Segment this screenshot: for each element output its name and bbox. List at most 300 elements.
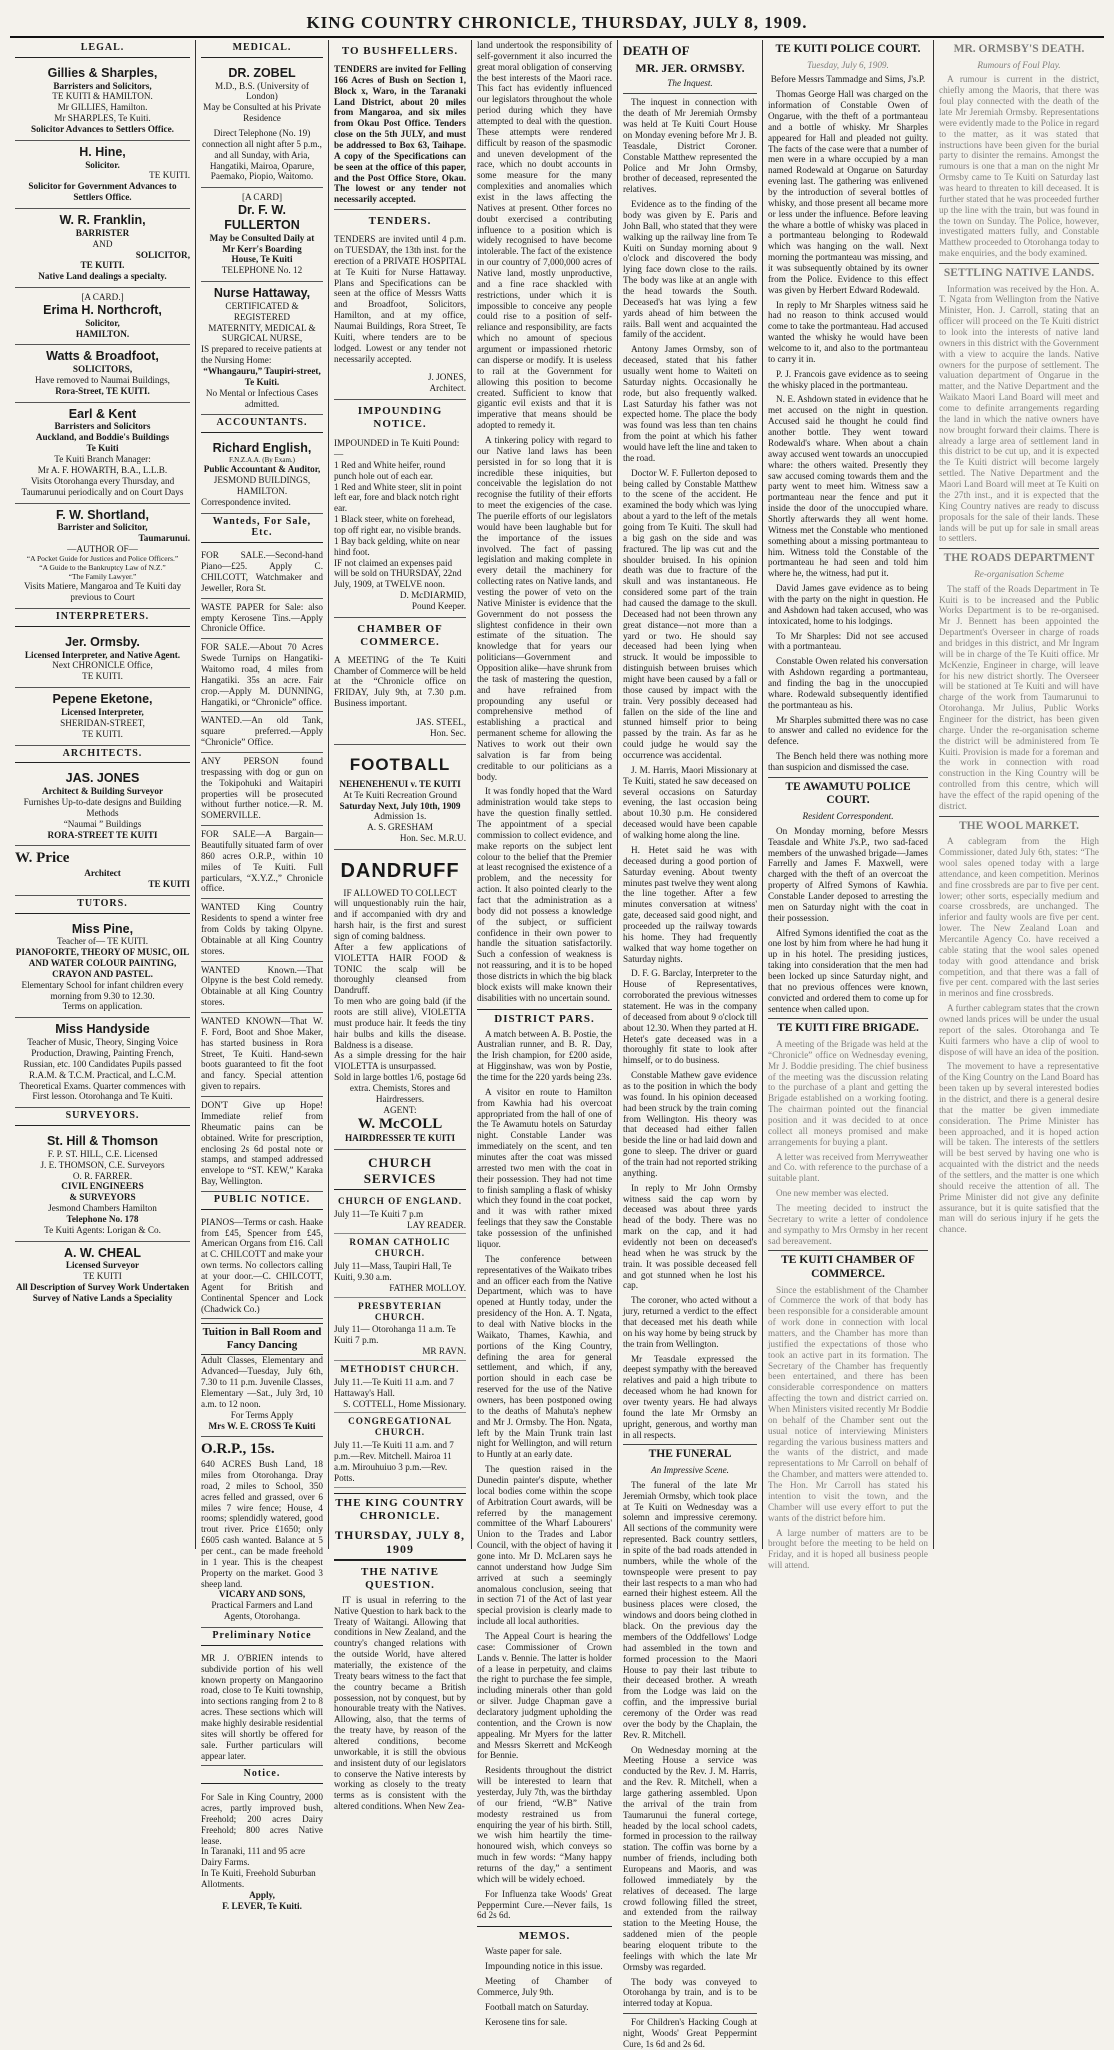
ad-line: CERTIFICATED & REGISTERED [225,300,299,322]
classified-ad: WASTE PAPER for Sale: also empty Kerosene Tins.—Apply Chronicle Office. [201,599,323,640]
section-heading: LEGAL. [15,40,190,58]
ad-name: Tuition in Ball Room and Fancy Dancing [201,1323,323,1355]
ad-line: In Te Kuiti, Freehold Suburban Allotments. [201,1868,316,1890]
ad-line: F.N.Z.A.A. (By Exam.) [229,455,295,464]
football-line: Saturday Next, July 10th, 1909 [339,800,461,811]
ad-name: St. Hill & Thomson [46,1134,159,1149]
ad-line: —AUTHOR OF— [67,543,138,554]
football-line: NEHENEHENUI v. TE KUITI [339,778,461,789]
ad-line: IS prepared to receive patients at the Nursing Home: [201,344,322,366]
classified-ad: WANTED.—An old Tank, square preferred.—Apply “Chronicle” Office. [201,712,323,753]
ad-cheal [15,1242,190,1309]
district-paragraph: For Influenza take Woods' Great Peppermint Cure.—Never fails, 1s 6d 2s 6d. [477,1888,612,1921]
ad-line: Architect & Building Surveyor [41,786,164,797]
ad-price [15,846,190,895]
divider [939,816,1099,817]
ad-line: Mr SHARPLES, Te Kuiti. [54,113,151,124]
impound-line: D. McDIARMID, [399,590,466,601]
divider [623,1444,757,1445]
ad-fullerton [201,188,323,282]
dandruff-line: IF ALLOWED TO COLLECT [343,887,457,898]
classified-ad: WANTED Known.—That Olpyne is the best Cold remedy. Obtainable at all King Country stores. [201,962,323,1013]
police-paragraph: N. E. Ashdown stated in evidence that he met accused on the night in question. Accused said he thought he could find another bottle. They went toward Rodewald's whare. When about a chain away accused went towards an unoccupied whare: the others waited. Presently they saw accused coming towards them and the party went to meet him. Witness saw a portmanteau near the fence and put it inside the door of the unoccupied whare. Shortly afterwards they all went home. Witness met the Constable who mentioned something about a missing portmanteau to him. Witness told the Constable of the portmanteau he had seen and told him where he, the witness, had put it. [768,394,928,579]
article-paragraph: IT is usual in referring to the Native Question to hark back to the Treaty of Waitangi. Allowing that conditions in New Zealand, and the country's changed relations with the outside World, have altered materially, the existence of the Treaty bears witness to the fact that the country became a British possession, not by conquest, but by honourable treaty with the Natives. Allowing, also, that the terms of the treaty have, by reason of the altered conditions, become unworkable, it is still the obvious and insistent duty of our legislators to conserve the Native interests by working as closely to the treaty terms as is consistent with the altered conditions. When New Zea- [334,1594,466,1812]
district-pars [477,1029,612,1922]
column-editorial [472,40,618,2027]
ad-ormsby [15,631,190,688]
ad-line: All Description of Survey Work Undertaken [15,1282,190,1293]
section-heading: TO BUSHFELLERS. [341,45,459,57]
ad-line: JESMOND BUILDINGS, [213,475,311,486]
memo-item: Football match on Saturday. [485,2001,589,2012]
ad-line: TE KUITI & HAMILTON. [52,91,153,102]
church-name: PRESBYTERIAN CHURCH. [358,1300,442,1322]
classified-ad: DON'T Give up Hope! Immediate relief from Rheumatic pains can be obtained. Write for prescription, enclosing 2s 6d postal note or stamps, and stamped addressed envelope to “ST. KEW,” Karaka Bay, Wellington. [201,1097,323,1192]
classified-ad: WANTED KNOWN—That W. F. Ford, Boot and Shoe Maker, has started business in Rora Street, Te Kuiti. Hand-sewn boots guaranteed to fit the foot and fancy. Special attention given to repairs. [201,1013,323,1097]
columns [10,40,1104,2049]
ad-line: [A CARD] [241,192,283,203]
impound-line: Pound Keeper. [411,600,466,611]
ad-line: Taumarunui. [138,533,190,544]
police-paragraph: The Bench held there was nothing more than suspicion and dismissed the case. [768,751,928,772]
ad-name: Richard English, [212,441,312,456]
ad-earl-kent [15,403,190,504]
ad-name: Earl & Kent [68,406,137,421]
ad-line: Native Land dealings a specialty. [38,271,167,282]
ad-jones [15,767,190,846]
inquest-paragraph: The inquest in connection with the death of Mr Jeremiah Ormsby was held at Te Kuiti Court House on Monday evening before Mr J. B. Teasdale, District Coroner. Constable Matthew represented the Police and Mr John Ormsby, brother of deceased, represented the relatives. [623,97,757,195]
dandruff-line: HAIRDRESSER TE KUITI [344,1133,456,1144]
police-paragraph: P. J. Francois gave evidence as to seeing the whisky placed in the portmanteau. [768,368,928,390]
ad-line: Visits Matiere, Mangaroa and Te Kuiti day previous to Court [23,581,182,603]
ad-line: Solicitor, [85,317,120,328]
ad-line: TE KUITI. [149,170,190,181]
service-times: July 11—Te Kuiti 7 p.m [334,1208,424,1219]
article-heading: TE AWAMUTU POLICE COURT. [785,780,911,807]
service-times: July 11.—Te Kuiti 11 a.m. and 7 p.m.—Rev. Mitchell. Mairoa 11 a.m. Mirouhuiuo 3 p.m.—Rev. Potts. [334,1440,454,1483]
ad-line: Mr A. F. HOWARTH, B.A., L.L.B. [37,464,168,475]
ad-line: Apply, [249,1889,275,1900]
article-date: Tuesday, July 6, 1909. [807,59,889,70]
article-heading: THE NATIVE QUESTION. [361,1565,439,1591]
ad-line: HAMILTON. [236,485,288,496]
dandruff-line: Sold in large bottles 1/6, postage 6d extra. Chemists, Stores and Hairdressers. [334,1072,466,1104]
ad-name: Dr. F. W. FULLERTON [224,203,300,232]
paper-title: THE KING COUNTRY CHRONICLE. [334,1493,466,1523]
ad-english [201,437,323,513]
section-heading: ACCOUNTANTS. [201,415,323,433]
article-subheading: Before Messrs Tammadge and Sims, J's.P. [770,74,926,85]
article-subheading: Rumours of Foul Play. [977,59,1061,70]
service-times: July 11.—Te Kuiti 11 a.m. and 7 Hattaway's Hall. [334,1376,454,1398]
section-heading: ARCHITECTS. [15,746,190,764]
ad-line: Telephone No. 178 [66,1213,139,1224]
ad-line: Architect [84,868,121,879]
ad-name: H. Hine, [79,144,126,159]
ad-st-hill [15,1130,190,1242]
ad-line: F. LEVER, Te Kuiti. [222,1900,302,1911]
ad-line: Solicitor Advances to Settlers Office. [31,123,174,134]
ad-line: Correspondence invited. [201,496,291,507]
divider [768,777,928,778]
church-name: METHODIST CHURCH. [340,1364,460,1374]
column-legal [10,40,196,1549]
ad-line: Practical Farmers and Land Agents, Otorohanga. [211,1600,313,1622]
ad-line: House, Te Kuiti [231,254,293,265]
ad-line: Licensed Interpreter, [61,706,144,717]
football-line: At Te Kuiti Recreation Ground [342,789,457,800]
ad-line: & SURVEYORS [69,1192,136,1203]
section-heading: MEDICAL. [201,40,323,58]
masthead: KING COUNTRY CHRONICLE, THURSDAY, JULY 8, 1909. [10,10,1104,38]
fire-paragraph: A meeting of the Brigade was held at the “Chronicle” office on Wednesday evening, Mr J. Boddie presiding. The chief business of the meeting was the discussion relating to the purchase of a plant and getting the Brigade established on a working footing. The chairman pointed out the financial position and it was decided to at once collect all moneys promised and make arrangements for buying a plant. [768,1039,928,1147]
notice-impounding [334,434,466,618]
ad-line: No Mental or Infectious Cases admitted. [205,387,319,409]
article-paragraph: Information was received by the Hon. A. T. Ngata from Wellington from the Native Minister, Hon. J. Carroll, stating that an officer will proceed on the Te Kuiti district to look into the interests of native land owners in this district with the Government with a view to acquire the lands. Native owners for the purpose of settlement. The valuation department of Ongarue in the matter, and the Native Department and the Waikato Maori Land Board will meet and come to definite arrangements regarding the land in which the native owners have now brought forward their claims. There is already a large area of settlement land in this district to be cut up, and it is expected the Te Kuiti district will become largely settled. The Native Department and the Maori Land Board will meet at Te Kuiti on the 27th inst., and it is expected that the King Country natives are ready to discuss proposals for the sale of their lands. These lands will be put up for sale in small areas to settlers. [939,283,1099,544]
notice-bushfellers: TENDERS are invited for Felling 166 Acres of Bush on Section 1, Block x, Waro, in the Taranaki Land District, about 20 miles from Mangaroa, and six miles from Okau Post Office. Tenders close on the 5th JULY, and must be addressed to Box 63, Taihape. A copy of the Specifications can be seen at the office of this paper, and the Post Office Store, Okau. The lowest or any tender not necessarily accepted. [334,61,466,210]
district-paragraph: Residents throughout the district will be interested to learn that yesterday, July 7th, was the birthday of our friend, “W.B” Native modesty restrained us from enquiring the year of his birth. Still, we wish him heartily the time-honoured wish, which conveys so much in few words: “Many happy returns of the day,” a sentiment which will be widely echoed. [477,1765,612,1884]
ad-name: Nurse Hattaway, [213,286,311,301]
inquest-body [623,97,757,1440]
notice-tenders: TENDERS are invited until 4 p.m. on TUESDAY, the 13th inst. for the erection of a PRIVATE HOSPITAL at Te Kuiti for Nurse Hattaway. Plans and Specifications can be seen at the office of Messrs Watts and Broadfoot, Solicitors, Hamilton, and at my office, Naumai Buildings, Rora Street, Te Kuiti, where tenders are to be lodged. Lowest or any tender not necessarily accepted. [334,234,466,364]
classified-ad: FOR SALE.—Second-hand Piano—£25. Apply C. CHILCOTT, Watchmaker and Jeweller, Rora St. [201,547,323,598]
ad-line: Licensed Surveyor [65,1260,140,1271]
church-service [334,1413,466,1487]
ad-line: Teacher of— TE KUITI. [56,936,149,947]
memo-item: Meeting of Chamber of Commerce, July 9th. [477,1976,612,1997]
police-paragraph: David James gave evidence as to being with the party on the night in question. He and Ashdown had taken accused, who was intoxicated, home to his lodgings. [768,583,928,626]
dandruff-line: As a simple dressing for the hair VIOLETTA is unsurpassed. [334,1050,466,1072]
district-paragraph: A visitor en route to Hamilton from Kawhia had his overcoat appropriated from the hall of one of the Te Awamutu hotels on Saturday night. Constable Lander was immediately on the scent, and ten minutes after the coat was missed arrested two men with the coat in their possession. They had not time to finish sampling a flask of whisky which they found in the coat pocket, and it was with rather mixed feelings that they saw the Constable take possession of the unfinished liquor. [477,1086,612,1249]
dandruff-title: DANDRUFF [340,859,460,882]
funeral-paragraph: The body was conveyed to Otorohanga by train, and is to be interred today at Kopua. [623,1976,757,2009]
ad-line: M.D., B.S. (University of London) [215,80,309,102]
ad-shortland [15,504,190,610]
ad-line: Licensed Interpreter, and Native Agent. [24,649,181,660]
article-subheading: Re-organisation Scheme [974,568,1064,579]
ad-name: Jer. Ormsby. [65,634,140,649]
service-leader: LAY READER. [406,1219,466,1230]
article-paragraph: land undertook the responsibility of self-government it also incurred the great moral obligation of conserving the best interests of the Maori race. This fact has evidently influenced our legislators throughout the whole period during which they have attempted to deal with the question. These attempts were rendered difficult by reason of the spasmodic and uneven development of the race, which no doubt accounts in some measure for the many complexities and anomalies which exist in the laws affecting the Natives at present. Other forces no doubt exercised a contributing influence to a position which is widely recognised to have become intolerable. The fact of the existence in our country of 7,000,000 acres of Native land, mostly unproductive, and a fine race shackled with restrictions, under which it is impossible to conceive any people could rise to a position of self-reliance and responsibility, are facts which no amount of specious argument or impassioned rhetoric can disperse or modify. It is useless to rail at the Government for allowing this position to become created. Sufficient to know that gigantic evil exists and that it is imperative that means should be adopted to remedy it. [477,40,612,431]
ad-line: For Sale in King Country, 2000 acres, partly improved bush, Freehold; 200 acres Dairy Freehold; 800 acres Native lease. [201,1792,323,1846]
ad-line: HAMILTON. [75,328,130,339]
impound-line: 1 Red and White heifer, round punch hole out of each ear. [334,459,446,481]
classified-ad: FOR SALE—A Bargain—Beautifully situated farm of over 860 acres O.R.P., within 10 miles of Te Kuiti. Full particulars, “X.Y.Z.,” Chronicle office. [201,826,323,899]
ad-name: Pepene Eketone, [52,692,153,707]
divider [768,1018,928,1019]
fire-paragraph: The meeting decided to instruct the Secretary to write a letter of condolence and sympathy to Mrs Ormsby in her recent sad bereavement. [768,1203,928,1246]
funeral-paragraph: On Wednesday morning at the Meeting House a service was conducted by the Rev. J. M. Harris, and the Rev. R. Mitchell, when a large gathering assembled. Upon the arrival of the train from Taumarunui the funeral cortege, headed by the local school cadets, formed in procession to the railway station. The coffin was borne by a number of friends, including both Europeans and Maoris, and was followed immediately by the relatives of deceased. The large crowd following filled the street, and extended from the railway station to the Meeting House, the saddened mien of the people bearing eloquent tribute to the feelings with which the late Mr Ormsby was regarded. [623,1744,757,1972]
ad-lever [201,1788,323,1916]
football-title: FOOTBALL [349,754,451,774]
inquest-paragraph: Evidence as to the finding of the body was given by E. Paris and John Ball, who stated that they were walking up the railway line from Te Kuiti on Sunday morning about 9 o'clock and discovered the body lying face down close to the rails. The body was like at an angle with the head towards the South. Deceased's hat was lying a few yards ahead of him between the rails. Ball went and acquainted the family of the accident. [623,199,757,340]
article-heading: MR. JER. ORMSBY. [635,61,745,76]
ad-line: Survey of Native Lands a Speciality [32,1293,173,1303]
ad-line: Te Kuiti [86,443,119,454]
police-paragraph: Thomas George Hall was charged on the information of Constable Owen of Ongarue, with the theft of a portmanteau and a bottle of whisky. Mr Sharples appeared for Hall and pleaded not guilty. The facts of the case were that a number of men were in a whare occupied by a man named Rodewald at Ongarue on Saturday evening last. The gathering was enlivened by the introduction of several bottles of whisky, and those present all became more or less under the influence. Before leaving the whare a bottle of whisky was placed in a portmanteau belonging to Rodewald which was hanging on the wall. Next morning the portmanteau was missing, and it was subsequently obtained by its owner from the Police. Evidence to this effect was given by Herbert Edward Rodewald. [768,89,928,295]
column-death [618,40,763,2049]
divider [623,2013,757,2014]
district-paragraph: The conference between representatives of the Waikato tribes and an officer each from the Native Department, which was to have opened at Huntly today, under the presidency of the Hon. A. T. Ngata, to deal with Native blocks in the Waikato, Thames, Kawhia, and portions of the King Country, defining the area for general settlement, and which, if any, portion should in each case be reserved for the use of the Native owners, has been postponed owing to the deaths of Mahuta's nephew and Mr J. Ormsby. The Hon. Ngata, left by the Main Trunk train last night for Wellington, and will return to Huntly at an early date. [477,1253,612,1460]
article-heading: THE WOOL MARKET. [958,819,1080,832]
ad-line: “Naumai ” Buildings [63,818,142,829]
inquest-paragraph: Constable Mathew gave evidence as to the position in which the body was found. In his opinion deceased had been struck by the train coming from Wellington. His theory was that deceased had either fallen beside the line or had laid down and gone to sleep. The driver or guard of the train had not reported striking anything. [623,1070,757,1178]
impound-line: IF not claimed an expenses paid will be sold on THURSDAY, 22nd July, 1909, at TWELVE noon. [334,557,462,590]
ad-line: RORA-STREET TE KUITI [47,829,158,840]
ad-line: Mr Kerr's Boarding [222,243,302,254]
article-paragraph: The movement to have a representative of the King Country on the Land Board has been taken up by several interested bodies in the district, and there is a general desire that the matter be given immediate consideration. The Prime Minister has been approached, and it is hoped action will be taken. The interests of the settlers will be best served by having one who is acquainted with the district and the needs of the settlers, and the matter is one which should receive the attention of all. The Prime Minister did not give any definite assurance, but it is quite satisfied that the man will do serious injury if he gets the chance. [939,1061,1099,1235]
article-paragraph: A further cablegram states that the crown owned lands prices will be under the usual report of the sales. Otorohanga and Te Kuiti farmers who have a clip of wool to dispose of will have an idea of the position. [939,1003,1099,1057]
ad-line: Furnishes Up-to-date designs and Building Methods [23,796,182,818]
impound-line: 1 Bay back gelding, white on near hind foot. [334,535,460,557]
church-service [334,1298,466,1361]
classified-ad: ANY PERSON found trespassing with dog or gun on the Tokipohuki and Waitapiri properties will be prosecuted without further notice.—R. M. SOMERVILLE. [201,753,323,826]
ad-line: Public Accountant & Auditor, [203,464,321,475]
commerce-body [768,1285,928,1571]
ad-line: Solicitor for Government Advances to Settlers Office. [28,181,177,203]
classified-ads [201,547,323,1192]
awamutu-paragraph: Alfred Symons identified the coat as the one lost by him from where he had hung it up in his hotel. The presiding justices, taking into consideration that the men had been locked up since Saturday night, and that no previous offences were known, convicted and ordered them to come up for sentence when called upon. [768,927,928,1014]
impound-line: IMPOUNDED in Te Kuiti Pound:— [334,438,460,459]
inquest-paragraph: In reply to Mr John Ormsby witness said the cap worn by deceased was about three yards head of the body. There was no mark on the cap, and it had evidently not been on deceased's head when he was struck by the train. It was possible deceased fell and got stunned when he lost his cap. [623,1182,757,1291]
ad-orp [201,1437,323,1628]
ad-tuition [201,1319,323,1437]
police-paragraph: To Mr Sharples: Did not see accused with a portmanteau. [768,630,928,652]
article-heading: THE FUNERAL [648,1448,732,1461]
ad-watts [15,345,190,402]
ad-hine [15,141,190,209]
service-leader: FATHER MOLLOY. [389,1282,466,1293]
ad-name: F. W. Shortland, [55,507,150,522]
inquest-paragraph: D. F. G. Barclay, Interpreter to the House of Representatives, corroborated the previous witnesses statement. He was in the company of deceased from about 9 o'clock till about 12.30. When they parted at H. Hetet's gate deceased was in a thoroughly fit state to look after himself, or to do business. [623,968,757,1066]
ad-gillies [15,62,190,141]
ad-name: W. R. Franklin, [59,213,146,228]
football-line: A. S. GRESHAM [367,822,433,833]
article-subheading: An Impressive Scene. [651,1465,729,1476]
article-paragraph: A rumour is current in the district, chiefly among the Maoris, that there was foul play connected with the death of the late Mr Jeremiah Ormsby. Representations were evidently made to the Police in regard to the matter, as it was stated that instructions have been given for the burial party to disinter the remains. Amongst the rumours is one that a man on the night Mr Ormsby came to Te Kuiti on Saturday last was heard to threaten to kill deceased. It is further stated that he was proceeded further up the line with the train, but was found in the town on Sunday. The Police, however, investigated matters fully, and Constable Matthew proceeded to Otorohanga today to make enquiries, and the body examined. [939,74,1099,259]
service-leader: S. COTTELL, Home Missionary. [343,1398,466,1409]
awamutu-body [768,826,928,1015]
church-name: ROMAN CATHOLIC CHURCH. [349,1237,451,1259]
article-paragraph: A cablegram from the High Commissioner, dated July 6th, states: “The wool sales opened today with a large attendance, and keen competition. Merinos and fine crossbreds are par to five per cent. lower; other sorts, especially medium and coarse crossbreds, are unchanged. The inferior and faulty wools are five per cent. lower. The New Zealand Loan and Mercantile Agency Co. have received a cable stating that the wool sales opened today with good attendance and brisk competition, and that there was a fall of five per cent. compared with the last series in merinos and fine crossbreds. [939,836,1099,999]
section-heading: Wanteds, For Sale, Etc. [201,514,323,544]
ad-name: JAS. JONES [65,771,140,786]
church-service [334,1361,466,1413]
ad-line: SOLICITOR, [135,249,190,260]
funeral-body [623,1480,757,2009]
district-paragraph: A match between A. B. Postie, the Australian runner, and B. R. Day, the Irish champion, for £200 aside, at Higginshaw, was won by Postie, the time for the 220 yards being 23s. [477,1028,612,1083]
memo-item: Impounding notice in this issue. [485,1961,603,1972]
divider [939,548,1099,549]
ad-name: A. W. CHEAL [63,1245,142,1260]
church-services [334,1193,466,1488]
column-notices [329,40,472,1812]
inquest-paragraph: Doctor W. F. Fullerton deposed to being called by Constable Matthew to the scene of the accident. He examined the body which was lying about a yard to the left of the metals going from Te Kuiti. The skull had a big gash on the side and was fractured. The lip was cut and the shoulder bruised. In his opinion death was due to fracture of the skull and was instantaneous. He considered some part of the train had caused the damage to the skull. Deceased had not been thrown any great distance—not more than a yard or two. He should say deceased had been lying when struck. It would be impossible to distinguish between bruises which might have been caused by a fall or those caused by impact with the train. Very possibly deceased had fallen on the side of the line and stunned himself prior to being passed by the train. As far as he could judge he would say the occurrence was accidental. [623,467,757,761]
section-heading: IMPOUNDING NOTICE. [357,405,443,431]
ad-pine [15,918,190,1019]
ad-line: Barristers and Solicitors [54,421,151,432]
impound-line: 1 Black steer, white on forehead, top off right ear, no visible brands. [334,514,462,535]
ad-pianos: PIANOS—Terms or cash. Haake from £45, Spencer from £45, American Organs from £16. Call at C. CHILCOTT and make your own terms. No collectors calling at your door.—C. CHILCOTT, Agent for British and Continental Spencer and Lock (Chadwick Co.) [201,1214,323,1320]
ad-line: Te Kuiti Branch Manager: [54,454,151,465]
ad-line: “A Guide to the Bankruptcy Law of N.Z.” [39,562,166,572]
awamutu-paragraph: On Monday morning, before Messrs Teasdale and White J's.P., two sad-faced members of the unwashed brigade—James Farrelly and James F. Maxwell, were charged with the theft of an overcoat the property of Alfred Symons of Kawhia. Constable Lander deposed to arresting the men on Saturday night with the coat in their possession. [768,825,928,923]
ad-line: TELEPHONE No. 12 [221,265,303,276]
ad-northcroft [15,288,190,345]
section-heading: CHURCH SERVICES [334,1155,466,1190]
divider [623,93,757,94]
section-heading: SURVEYORS. [15,1108,190,1126]
signature-line: Hon. Sec. [430,727,466,738]
ad-hattaway [201,282,323,415]
ad-line: Teacher of Music, Theory, Singing Voice Production, Drawing, Painting French, Russian, etc. 100 Candidates Pupils passed R.A.M. & T.C.M. Practical, and L.C.M. Theoretical Exams. Quarter commences with First lesson. Otorohanga and Te Kuiti. [19,1037,186,1102]
ad-line: 640 ACRES Bush Land, 18 miles from Otorohanga. Dray road, 2 miles to School, 350 acres felled and grassed, over 6 miles 7 wire fence; House, 4 rooms; splendidly watered, good trout river. Price £1650; only £605 cash wanted. Balance at 5 per cent., can be made freehold in 1 year. This is the cheapest Property on the market. Good 3 sheep land. [201,1459,323,1589]
article-heading: DEATH OF [623,43,690,58]
signature-line: JAS. STEEL, [416,717,466,728]
notice-chamber: A MEETING of the Te Kuiti Chamber of Commerce will be held at the “Chronicle office on FRIDAY, July 9th, at 7.30 p.m. Business important. [334,654,466,709]
ad-line: May be Consulted Daily at [209,232,315,243]
police-paragraph: Mr Sharples submitted there was no case to answer and called no evidence for the defence. [768,714,928,747]
ad-line: “Whangauru,” Taupiri-street, [203,365,321,376]
ad-line: Mrs W. E. CROSS Te Kuiti [208,1420,316,1431]
ad-line: Barrister and Solicitor, [57,522,148,533]
ad-line: PIANOFORTE, THEORY OF MUSIC, OIL AND WATER COLOUR PAINTING, CRAYON AND PASTEL. [15,947,190,979]
church-service [334,1193,466,1235]
ad-name: DR. ZOBEL [228,65,296,80]
ad-eketone [15,688,190,745]
ad-line: F. P. ST. HILL, C.E. Licensed [47,1148,158,1159]
ad-name: W. Price [15,850,70,867]
church-name: CONGREGATIONAL CHURCH. [348,1416,452,1438]
service-leader: MR RAVN. [422,1346,466,1357]
football-line: Hon. Sec. M.R.U. [399,833,466,844]
ad-line: MATERNITY, MEDICAL & SURGICAL NURSE, [208,322,316,344]
dandruff-line: will unquestionably ruin the hair, and if accompanied with dry and harsh hair, is the first and surest sign of coming baldness. [334,898,466,942]
ad-name: Erima H. Northcroft, [43,302,162,317]
signature-line: Architect. [429,383,466,394]
ad-line: TE KUITI. [82,671,123,682]
chamber-signature [334,713,466,745]
ad-line: Auckland, and Boddie's Buildings [35,432,170,443]
ad-line: May be Consulted at his Private Residence [203,102,321,124]
funeral-paragraph: The funeral of the late Mr Jeremiah Ormsby, which took place at Te Kuiti on Wednesday was a solemn and impressive ceremony. All sections of the community were represented. Back country settlers, in spite of the bad roads attended in numbers, while the whole of the townspeople were present to pay their last respects to a man who had earned their highest esteem. All the business places were closed, the windows and doors being clothed in black. On the previous day the members of the Oddfellows' Lodge had assembled in the town and formed procession to the Maori House to pay their last tribute to their deceased brother. A wreath from the Lodge was laid on the coffin, and the impressive burial ceremony of the Order was read over the body by the Chaplain, the Rev. R. Mitchell. [623,1479,757,1740]
fire-paragraph: A letter was received from Merryweather and Co. with reference to the purchase of a suitable plant. [768,1151,928,1184]
memos-list [477,1946,612,2027]
inquest-paragraph: Mr Teasdale expressed the deepest sympathy with the bereaved relatives and paid a high tribute to deceased whom he had known for over twenty years. He had always found the late Mr Ormsby an upright, generous, and worthy man in all respects. [623,1353,757,1440]
police-paragraph: Constable Owen related his conversation with Ashdown regarding a portmanteau, and finding the bag in the unoccupied whare. Rodewald subsequently identified the portmanteau as his. [768,656,928,710]
article-paragraph: The staff of the Roads Department in Te Kuiti is to be increased and the Public Works Department is to be re-organised. Mr J. Bennett has been appointed the Department's Overseer in charge of roads and bridges in this district, and Mr Ingram will be in charge of the Te Kuiti office. Mr McKenzie, Engineer in charge, will leave for his new district shortly. The Overseer will be stationed at Te Kuiti and will have charge of the work from Taumarunui to Otorohanga. Mr Julius, Public Works Engineer for the district, has been given charge. Under the re-organisation scheme the district will be administered from Te Kuiti. Provision is made for a foreman and the work in connection with road construction in the King Country will be controlled from this centre, which will have the effect of the rapid opening of the district. [939,583,1099,811]
ad-line: VICARY AND SONS, [218,1589,306,1600]
dandruff-line: W. McCOLL [357,1115,443,1132]
ad-name: Watts & Broadfoot, [46,349,159,364]
ad-line: [A CARD.] [81,292,124,303]
commerce-paragraph: Since the establishment of the Chamber of Commerce the work of that body has been responsible for a considerable amount of work done in connection with local matters, and the Chamber has more than justified the expectations of those who took an active part in its formation. The Secretary of the Chamber has frequently been entertained, and there has been considerable correspondence on matters affecting the town and district carried on. When Ministers visited recently Mr Boddie on behalf of the Chamber sent out the usual notice of interviewing Ministers regarding the various business matters and the wants of the district, and made representations to Mr Carroll on behalf of the Chamber, and matters were attended to. The Hon. Mr Carroll has stated his intention to visit the town, and the Chamber will use every effort to put the wants of the district before him. [768,1284,928,1523]
fire-paragraph: One new member was elected. [776,1188,889,1199]
ad-line: Next CHRONICLE Office, [52,660,153,671]
ad-line: Adult Classes, Elementary and Advanced—Tuesday, July 6th, 7.30 to 11 p.m. Juvenile Classes, Elementary —Sat., July 3rd, 10 a.m. to 12 noon. [201,1355,323,1409]
column-medical [196,40,329,1911]
ad-football [334,745,466,850]
column-courts [763,40,934,1571]
ad-name: Miss Handyside [55,1022,150,1037]
article-paragraph: It was fondly hoped that the Ward administration would take steps to have the question finally settled. The appointment of a special commission to collect evidence, and make reports on the subject lent colour to the belief that the Premier at least recognised the existence of a problem, and the necessity for action. It also pointed clearly to the fact that the administration as a body did not possess a knowledge of the subject, or sufficient confidence in their own power to handle the situation satisfactorily. Such a confession of weakness is not reassuring, and it is to be hoped those districts in which the big black block exists will make known their disabilities with no uncertain sound. [477,786,612,1003]
section-heading: PUBLIC NOTICE. [201,1192,323,1210]
article-heading: THE ROADS DEPARTMENT [943,552,1095,565]
ad-cough-cure: For Children's Hacking Cough at night, Woods' Great Peppermint Cure, 1s 6d and 2s 6d. [623,2017,757,2049]
police-paragraph: In reply to Mr Sharples witness said he had no reason to think accused would come to take the portmanteau. Had accused wanted the whisky he would have been welcome to it, and also to the portmanteau to carry it in. [768,299,928,364]
ad-line: TE KUITI. [80,260,125,271]
ad-line: “A Pocket Guide for Justices and Police Officers.” [26,553,179,563]
ad-line: Rora-Street, TE KUITI. [55,385,150,396]
section-heading: Preliminary Notice [201,1628,323,1646]
section-heading: TENDERS. [368,215,432,228]
paper-date: THURSDAY, JULY 8, 1909 [334,1528,466,1561]
dandruff-line: After a few applications of VIOLETTA HAIR FOOD & TONIC the scalp will be thoroughly cleansed from Dandruff. [334,941,466,996]
article-subheading: The Inquest. [667,78,713,89]
district-paragraph: The question raised in the Dunedin painter's dispute, whether local bodies come within the scope of Arbitration Court awards, will be referred by the management committee of the Wharf Labourers' Union to the Trades and Labor Council, with the object of having it gone into. Mr D. McLaren says he cannot understand how Judge Sim arrived at such a seemingly anomalous conclusion, seeing that in section 71 of the Act of last year special provision is clearly made to include all local authorities. [477,1464,612,1627]
ad-obrien: MR J. O'BRIEN intends to subdivide portion of his well known property on Mangaorino road, close to Te Kuiti township, into sections ranging from 2 to 8 acres. These sections which will make highly desirable residential sites will shortly be offered for sale. Further particulars will appear later. [201,1650,323,1767]
ad-line: O. R. FARRER. [72,1170,133,1181]
article-heading: TE KUITI FIRE BRIGADE. [777,1022,919,1035]
memo-item: Waste paper for sale. [485,1946,562,1957]
ad-line: SOLICITORS, [72,364,133,375]
article-heading: DISTRICT PARS. [477,1009,612,1026]
section-heading: INTERPRETERS. [15,609,190,627]
article-heading: SETTLING NATIVE LANDS. [943,267,1095,280]
service-times: July 11—Mass, Taupiri Hall, Te Kuiti, 9.30 a.m. [334,1261,452,1282]
section-heading: TUTORS. [15,896,190,914]
church-service [334,1234,466,1297]
memo-item: Kerosene tins for sale. [485,2016,568,2027]
ad-line: Barristers and Solicitors, [53,80,152,91]
commerce-paragraph: A large number of matters are to be brought before the meeting to be held on Friday, and it is hoped all business people will attend. [768,1527,928,1571]
ad-line: Te Kuiti. [244,376,280,387]
inquest-paragraph: J. M. Harris, Maori Missionary at Te Kuiti, stated he saw deceased on several occasions on Saturday evening, the last occasion being about 10.30 p.m. He considered deceased would have been capable of walking home along the line. [623,764,757,841]
ad-line: CIVIL ENGINEERS [61,1181,144,1192]
ad-line: “The Family Lawyer.” [68,571,137,581]
inquest-paragraph: H. Hetet said he was with deceased during a good portion of Saturday evening. About twenty minutes past twelve they went along the line together. After a few minutes conversation at witness' gate, deceased said good night, and proceeded up the railway towards his home. They had frequently walked that way home together on Saturday nights. [623,844,757,964]
ad-dandruff [334,850,466,1150]
article-heading: TE KUITI CHAMBER OF COMMERCE. [781,1254,915,1281]
district-paragraph: The Appeal Court is hearing the case: Commissioner of Crown Lands v. Bennie. The latter is holder of a lease in perpetuity, and claims the right to purchase the fee simple, including minerals other than gold or silver. Judge Chapman gave a declaratory judgment upholding the contention, and the Crown is now appealing. Mr Myers for the latter and Messrs Skerrett and McKeogh for Bennie. [477,1631,612,1761]
classified-ad: WANTED King Country Residents to spend a winter free from Colds by taking Olpyne. Obtainable at all King Country stores. [201,899,323,961]
ad-name: Gillies & Sharples, [47,65,158,80]
dandruff-line: To men who are going bald (if the roots are still alive), VIOLETTA must produce hair. It feeds the tiny hair bulbs and kills the disease. Baldness is a disease. [334,996,466,1050]
ad-line: Direct Telephone (No. 19) connection all night after 5 p.m., and all Sunday, with Aria, Hangatiki, Mairoa, Oparure, Paemako, Piopio, Waitomo. [202,127,322,182]
ad-line: In Taranaki, 111 and 95 acre Dairy Farms. [201,1846,306,1868]
ad-line: J. E. THOMSON, C.E. Surveyors [40,1159,165,1170]
section-heading: Notice. [201,1766,323,1784]
ad-handyside [15,1018,190,1108]
ad-line: Visits Otorohanga every Thursday, and Taumarunui periodically and on Court Days [21,475,184,497]
article-heading: MEMOS. [477,1926,612,1943]
impound-line: 1 Red and White steer, slit in point left ear, fore and black notch right ear. [334,481,462,514]
signature-line: J. JONES, [427,372,466,383]
ad-line: Jesmond Chambers Hamilton [48,1203,157,1214]
ad-line: TE KUITI. [82,728,123,739]
divider [768,1250,928,1251]
column-news [934,40,1104,1549]
ad-name: O.R.P., 15s. [201,1441,275,1458]
ad-line: Te Kuiti Agents: Lorigan & Co. [44,1224,161,1235]
ad-line: AND [92,238,113,249]
fire-brigade-body [768,1039,928,1246]
ad-line: SHERIDAN-STREET, [60,717,145,728]
dandruff-line: AGENT: [383,1104,417,1115]
ad-line: TE KUITI [83,1271,122,1282]
inquest-paragraph: Antony James Ormsby, son of deceased, stated that his father usually went home to Waiteti on Saturday nights. Occasionally he rode, but also frequently walked. Last Saturday his father was not expected home. The place the body was found was less than ten chains from the point at which his father would have left the line and taken to the road. [623,344,757,463]
ad-line: BARRISTER [75,227,130,238]
